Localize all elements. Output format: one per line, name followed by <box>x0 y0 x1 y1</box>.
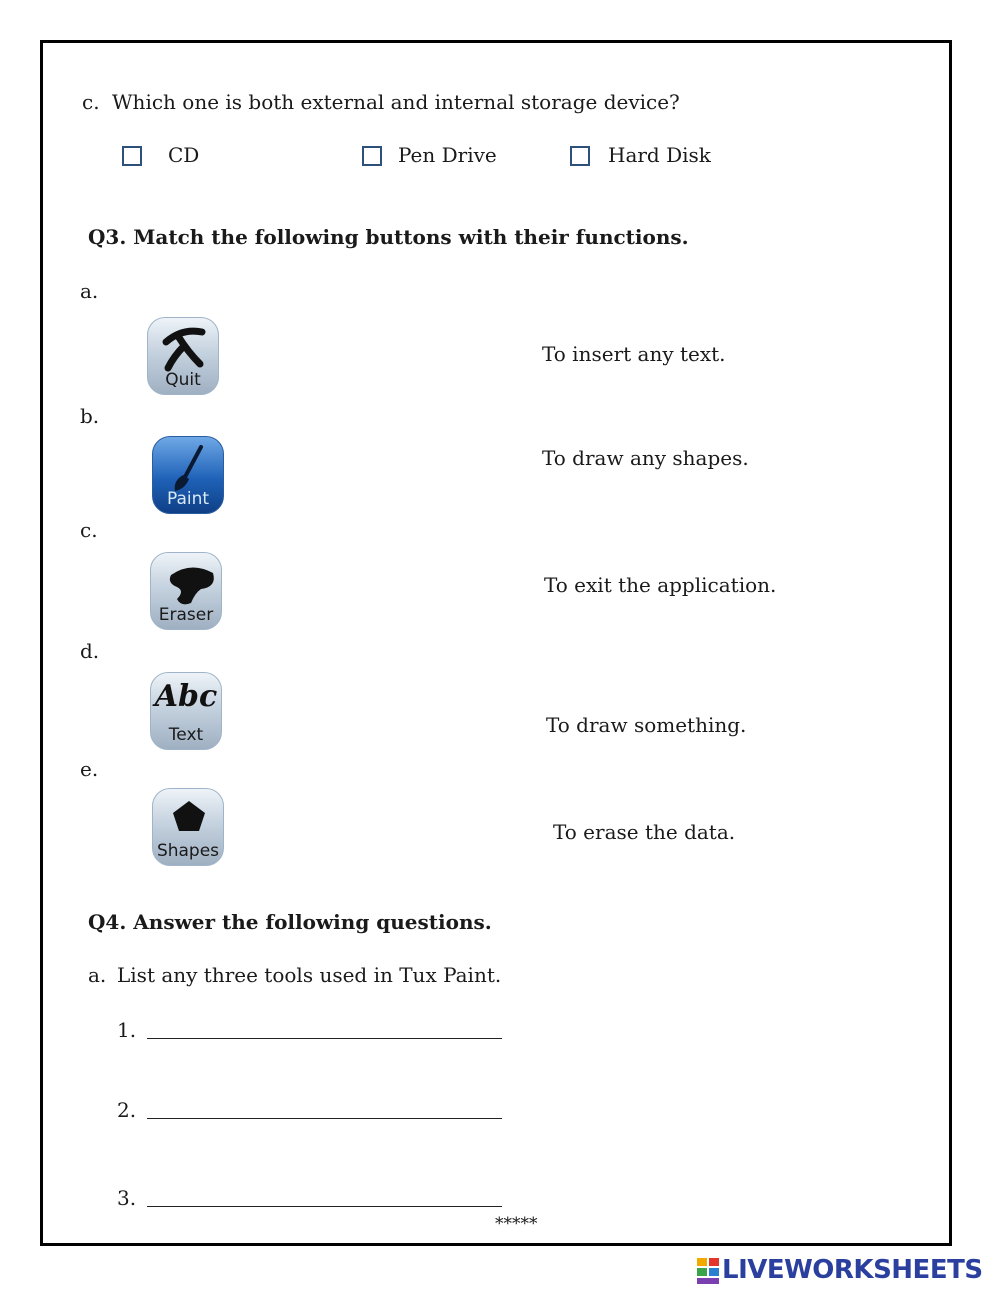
q3-item-a-letter: a. <box>80 279 99 303</box>
q3-item-b-letter: b. <box>80 404 100 428</box>
q3-function-3: To exit the application. <box>544 573 777 597</box>
paint-button-image[interactable] <box>152 436 224 514</box>
eraser-button-label: Eraser <box>158 605 214 625</box>
answer-1-number: 1. <box>117 1018 137 1042</box>
quit-button-image[interactable] <box>147 317 219 395</box>
answer-3-line[interactable] <box>147 1206 502 1207</box>
q4-a-question: List any three tools used in Tux Paint. <box>117 963 502 987</box>
q3-function-4: To draw something. <box>546 713 747 737</box>
shapes-button-label: Shapes <box>156 841 220 861</box>
text-button-image[interactable] <box>150 672 222 750</box>
answer-2-line[interactable] <box>147 1118 502 1119</box>
worksheet-page <box>40 40 952 1246</box>
text-abc-icon: Abc <box>154 679 218 714</box>
quit-button-label: Quit <box>165 370 201 390</box>
paint-button-label: Paint <box>166 489 210 509</box>
liveworksheets-logo-icon <box>697 1256 721 1286</box>
q3-function-5: To erase the data. <box>553 820 736 844</box>
question-c-label: c. <box>82 90 100 114</box>
q4-heading: Q4. Answer the following questions. <box>88 910 492 934</box>
answer-2-number: 2. <box>117 1098 137 1122</box>
q3-item-d-letter: d. <box>80 639 100 663</box>
shapes-button-image[interactable] <box>152 788 224 866</box>
question-c-text: Which one is both external and internal storage device? <box>112 90 680 114</box>
q3-item-e-letter: e. <box>80 757 99 781</box>
q3-item-c-letter: c. <box>80 518 98 542</box>
option-pen-drive-checkbox[interactable] <box>362 146 382 166</box>
text-button-label: Text <box>168 725 204 745</box>
option-hard-disk-label: Hard Disk <box>608 143 711 167</box>
eraser-button-image[interactable] <box>150 552 222 630</box>
option-cd-label: CD <box>168 143 200 167</box>
q3-function-2: To draw any shapes. <box>542 446 749 470</box>
q3-function-1: To insert any text. <box>542 342 726 366</box>
option-hard-disk-checkbox[interactable] <box>570 146 590 166</box>
q3-title: . Match the following buttons with their functions. <box>119 225 689 249</box>
option-pen-drive-label: Pen Drive <box>398 143 497 167</box>
end-mark: ***** <box>495 1214 538 1234</box>
q4-a-label: a. <box>88 963 107 987</box>
q3-number: Q3 <box>88 225 120 249</box>
answer-3-number: 3. <box>117 1186 137 1210</box>
liveworksheets-brand: LIVEWORKSHEETS <box>722 1255 983 1285</box>
q3-heading <box>88 225 689 249</box>
option-cd-checkbox[interactable] <box>122 146 142 166</box>
answer-1-line[interactable] <box>147 1038 502 1039</box>
